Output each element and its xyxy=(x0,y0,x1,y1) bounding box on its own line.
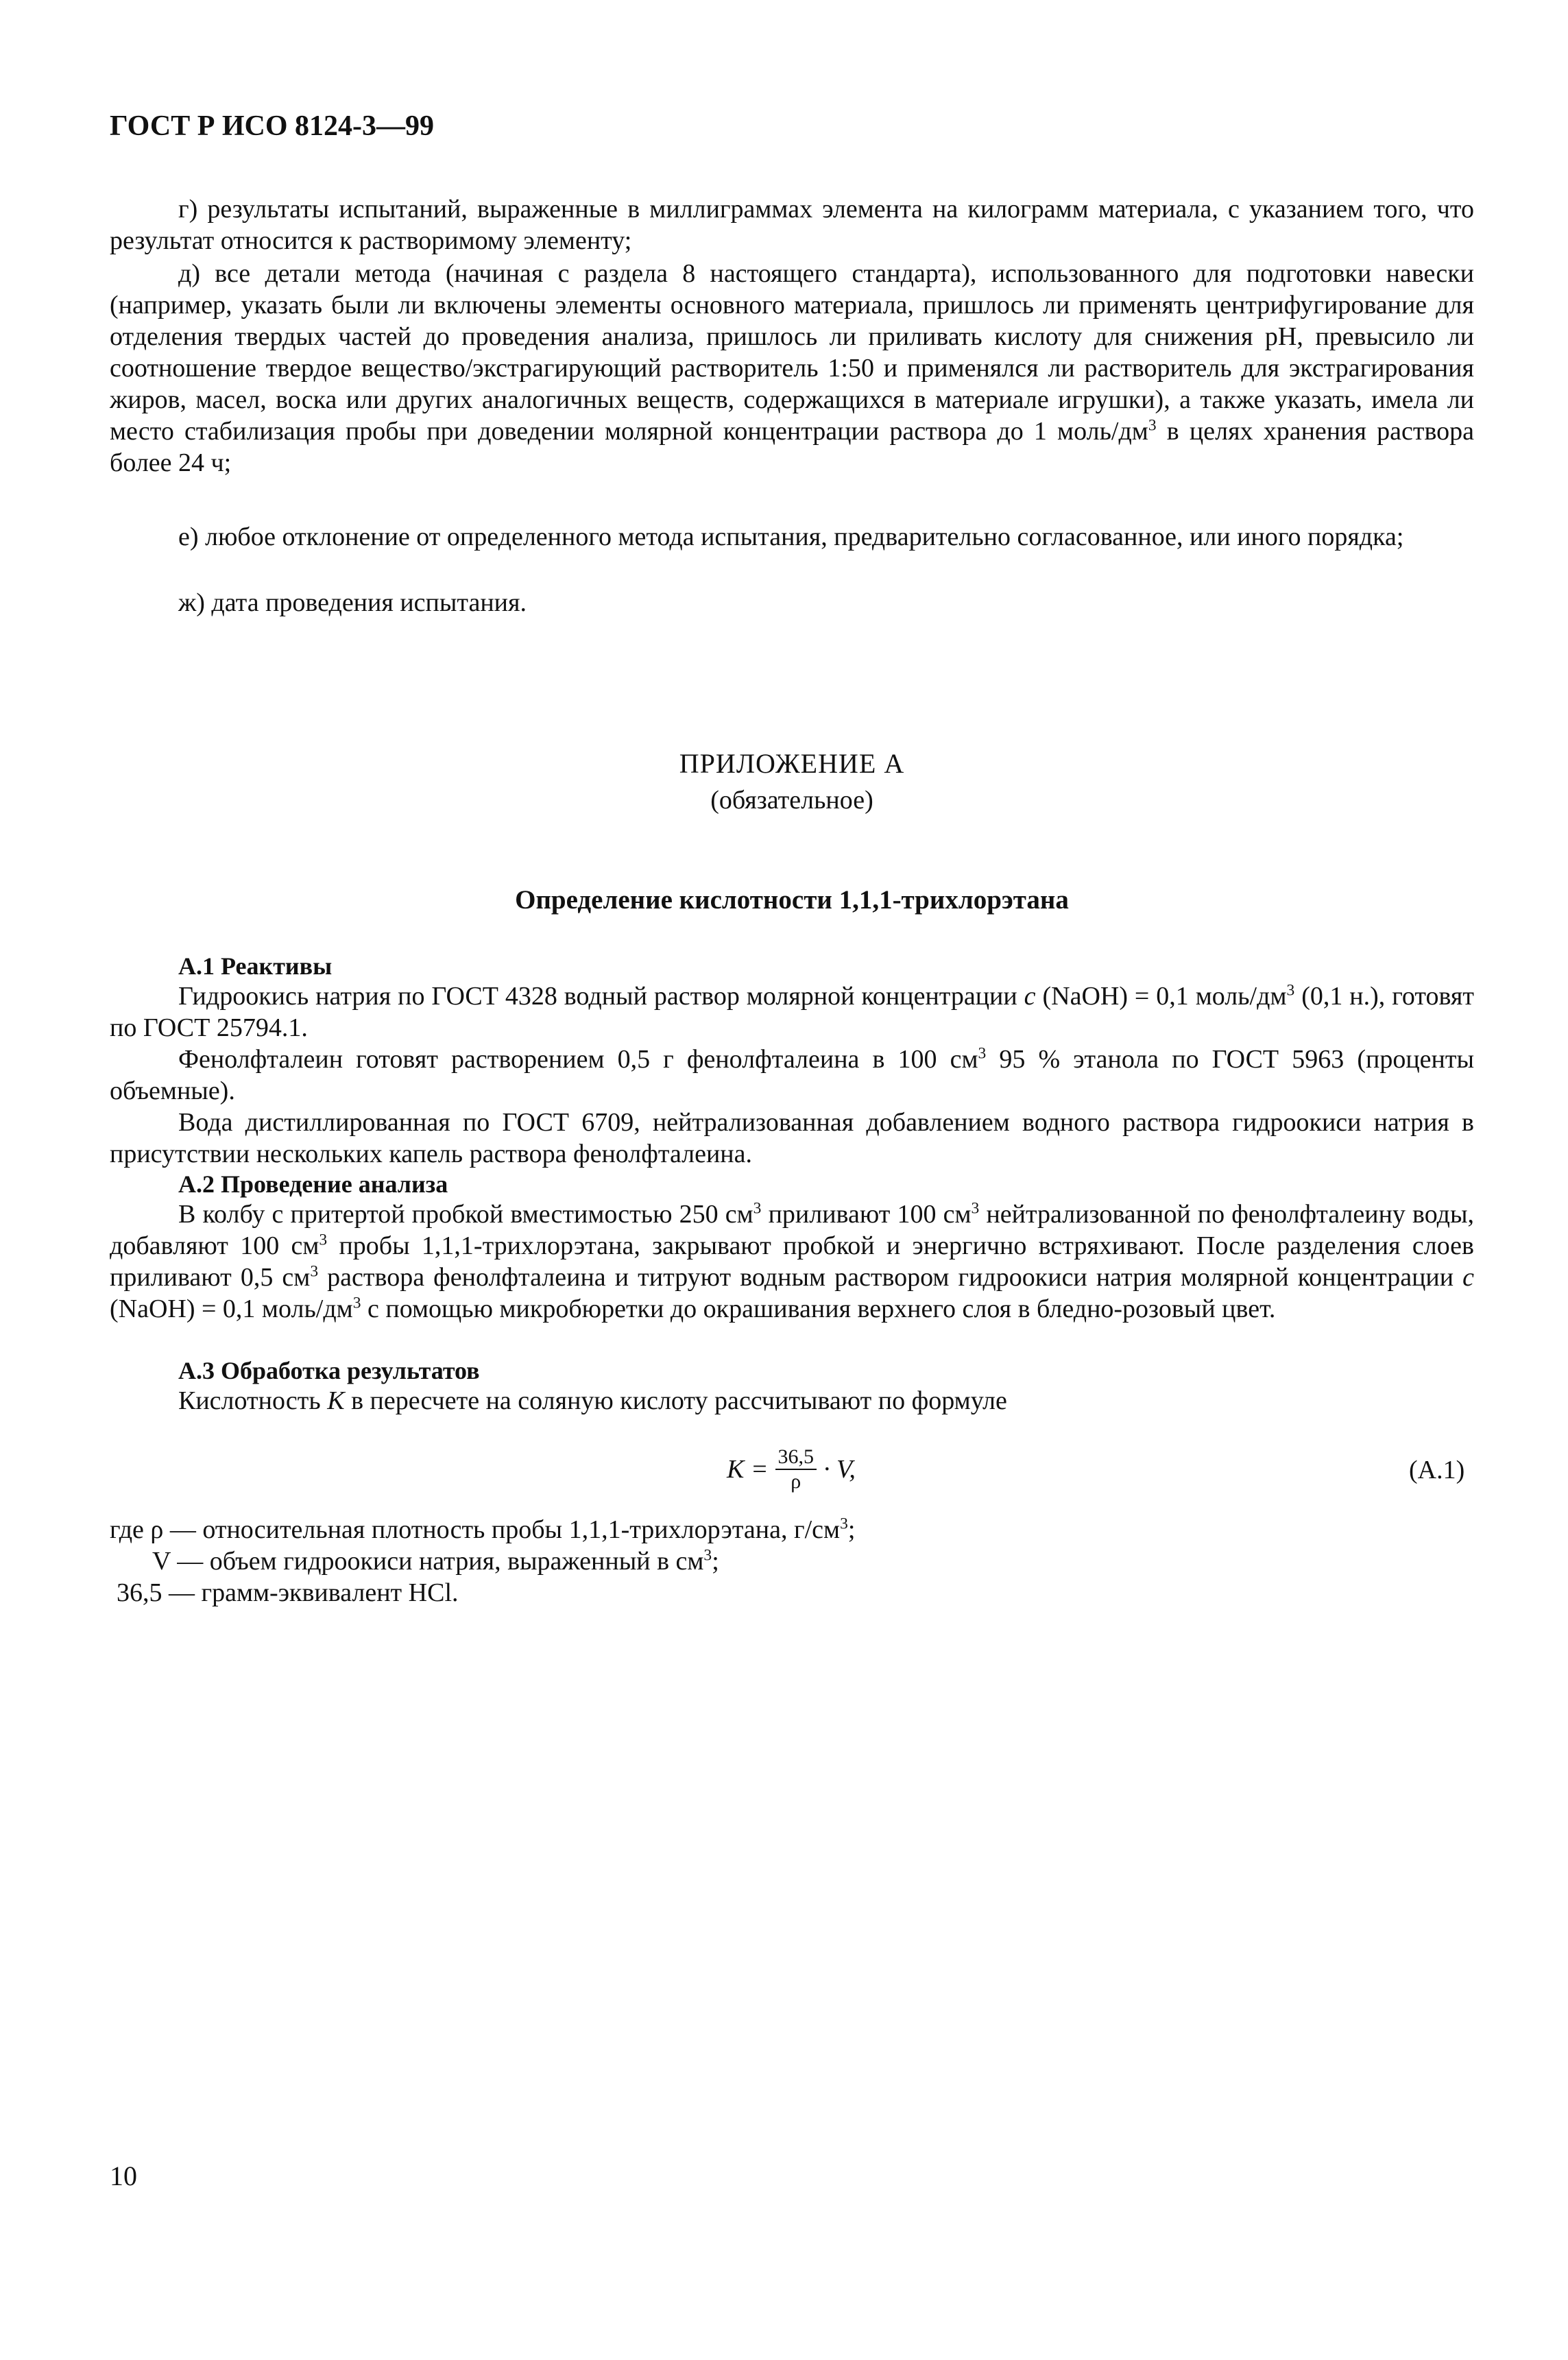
a2-text-d: пробы 1,1,1-трихлорэтана, закрывают пробкой и энергично встряхивают. После разделения слоев приливают 0,5 см xyxy=(110,1231,1474,1292)
appendix-heading: Определение кислотности 1,1,1-трихлорэтана xyxy=(515,885,1069,915)
list-item-zh-text: ж) дата проведения испытания. xyxy=(178,588,527,617)
a2-text-a: В колбу с притертой пробкой вместимостью 250 см xyxy=(178,1200,753,1229)
a3-text-b: в пересчете на соляную кислоту рассчитывают по формуле xyxy=(344,1386,1007,1415)
list-item-e-text: е) любое отклонение от определенного метода испытания, предварительно согласованное, или иного порядка; xyxy=(178,522,1404,551)
a2-paragraph xyxy=(110,1199,1474,1325)
a3-paragraph xyxy=(110,1385,1474,1417)
a2-text-c: нейтрализованной по фенолфталеину воды, добавляют 100 см xyxy=(110,1200,1475,1260)
list-item-g-text: г) результаты испытаний, выраженные в миллиграммах элемента на килограмм материала, с указанием того, что результат относится к растворимому элементу; xyxy=(110,195,1474,255)
a1-p1-text-b: (NaOH) = 0,1 моль/дм xyxy=(1035,982,1287,1011)
formula-number: (А.1) xyxy=(1409,1456,1465,1484)
formula-denominator: ρ xyxy=(791,1470,801,1493)
a1-p2-text: Фенолфталеин готовят растворением 0,5 г фенолфталеина в 100 см xyxy=(178,1045,978,1074)
a3-text-a: Кислотность xyxy=(178,1386,328,1415)
a2-text-f: (NaOH) = 0,1 моль/дм xyxy=(110,1295,353,1323)
superscript: 3 xyxy=(753,1199,762,1218)
superscript: 3 xyxy=(703,1546,712,1565)
superscript: 3 xyxy=(978,1044,987,1063)
list-item-zh xyxy=(110,587,1474,618)
appendix-note: (обязательное) xyxy=(710,786,873,815)
superscript: 3 xyxy=(319,1231,328,1249)
variable-c: c xyxy=(1462,1263,1475,1292)
legend-v-text: V — объем гидроокиси натрия, выраженный в см xyxy=(152,1547,704,1576)
legend-rho-end: ; xyxy=(847,1515,856,1544)
legend-v xyxy=(152,1545,719,1577)
formula-numerator: 36,5 xyxy=(775,1445,817,1470)
a2-text-g: с помощью микробюретки до окрашивания верхнего слоя в бледно-розовый цвет. xyxy=(361,1295,1276,1323)
a1-p3-text: Вода дистиллированная по ГОСТ 6709, нейтрализованная добавлением водного раствора гидроокиси натрия в присутствии нескольких капель раствора фенолфталеина. xyxy=(110,1108,1474,1168)
legend-constant: 36,5 — грамм-эквивалент HCl. xyxy=(117,1578,459,1607)
section-a2-heading: А.2 Проведение анализа xyxy=(178,1170,448,1198)
document-header: ГОСТ Р ИСО 8124-3—99 xyxy=(110,110,435,142)
superscript: 3 xyxy=(971,1199,980,1218)
formula-rhs: · V, xyxy=(823,1455,856,1484)
formula-fraction xyxy=(775,1445,817,1493)
list-item-d-text: д) все детали метода (начиная с раздела 8 настоящего стандарта), использованного для подготовки навески (например, указать были ли включены элементы основного материала, пришлось ли применять центрифугирование для отделения твердых частей до проведения анализа, пришлось ли приливать кислоту для снижения pH, превысило ли соотношение твердое вещество/экстрагирующий растворитель 1:50 и применялся ли растворитель для экстрагирования жиров, масел, воска или других аналогичных веществ, содержащихся в материале игрушки), а также указать, имела ли место стабилизация пробы при доведении молярной концентрации раствора до 1 моль/дм xyxy=(110,259,1474,446)
list-item-d xyxy=(110,258,1474,479)
a2-text-e: раствора фенолфталеина и титруют водным раствором гидроокиси натрия молярной концентрации xyxy=(318,1263,1463,1292)
list-item-g xyxy=(110,193,1474,256)
superscript: 3 xyxy=(352,1294,361,1312)
superscript: 3 xyxy=(1286,981,1295,1000)
section-a1-heading: А.1 Реактивы xyxy=(178,952,333,980)
variable-k: K xyxy=(327,1386,345,1415)
formula-lhs: K = xyxy=(727,1455,769,1484)
a1-paragraph-1 xyxy=(110,980,1474,1044)
superscript: 3 xyxy=(1148,416,1157,435)
superscript: 3 xyxy=(310,1262,319,1281)
list-item-e xyxy=(110,521,1474,553)
superscript: 3 xyxy=(840,1515,848,1533)
formula-a1 xyxy=(727,1445,856,1493)
a1-p1-text-c: (0,1 н.), готовят по ГОСТ 25794.1. xyxy=(110,982,1474,1042)
a1-paragraph-2 xyxy=(110,1044,1474,1107)
variable-c: c xyxy=(1024,982,1036,1011)
list-item-d-text-end: в целях хранения раствора более 24 ч; xyxy=(110,417,1474,477)
a1-p2-text-b: 95 % этанола по ГОСТ 5963 (проценты объемные). xyxy=(110,1045,1474,1105)
a1-paragraph-3 xyxy=(110,1107,1474,1170)
page-number: 10 xyxy=(110,2160,137,2191)
legend-v-end: ; xyxy=(712,1547,719,1576)
a1-p1-text: Гидроокись натрия по ГОСТ 4328 водный раствор молярной концентрации xyxy=(178,982,1024,1011)
legend-rho xyxy=(110,1514,855,1545)
a2-text-b: приливают 100 см xyxy=(761,1200,972,1229)
legend-rho-text: где ρ — относительная плотность пробы 1,1,1-трихлорэтана, г/см xyxy=(110,1515,841,1544)
appendix-title: ПРИЛОЖЕНИЕ А xyxy=(679,748,905,779)
section-a3-heading: А.3 Обработка результатов xyxy=(178,1357,480,1384)
